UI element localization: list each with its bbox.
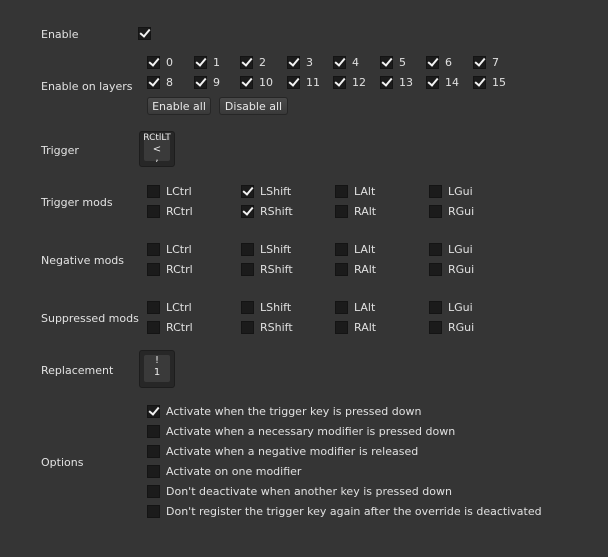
trigger-key-middle-legend: < xyxy=(152,144,162,155)
check-mark-icon xyxy=(241,75,252,87)
option-checkbox-5[interactable] xyxy=(147,485,160,498)
mod-label: RShift xyxy=(260,205,293,218)
mod-label: RGui xyxy=(448,321,475,334)
mod-label: RGui xyxy=(448,263,475,276)
layer-checkbox-10[interactable] xyxy=(240,76,253,89)
layer-checkbox-11[interactable] xyxy=(287,76,300,89)
mod-label: RCtrl xyxy=(166,321,193,334)
check-mark-icon xyxy=(195,55,206,67)
layer-checkbox-5[interactable] xyxy=(380,56,393,69)
mod-label: LShift xyxy=(260,301,292,314)
suppressed-mods-label: Suppressed mods xyxy=(41,312,139,325)
layer-checkbox-12[interactable] xyxy=(333,76,346,89)
negative-mods-checkbox-lgui[interactable] xyxy=(429,243,442,256)
layer-label: 8 xyxy=(166,76,173,89)
layer-checkbox-4[interactable] xyxy=(333,56,346,69)
suppressed-mods-checkbox-rgui[interactable] xyxy=(429,321,442,334)
trigger-mods-checkbox-lshift[interactable] xyxy=(241,185,254,198)
trigger-key-bottom-legend: , xyxy=(155,153,159,164)
enable-all-button[interactable]: Enable all xyxy=(147,97,211,115)
layer-label: 0 xyxy=(166,56,173,69)
layer-label: 13 xyxy=(399,76,413,89)
mod-label: LAlt xyxy=(354,243,376,256)
check-mark-icon xyxy=(195,75,206,87)
trigger-mods-checkbox-rctrl[interactable] xyxy=(147,205,160,218)
layer-checkbox-14[interactable] xyxy=(426,76,439,89)
negative-mods-checkbox-rctrl[interactable] xyxy=(147,263,160,276)
check-mark-icon xyxy=(288,55,299,67)
layer-label: 11 xyxy=(306,76,320,89)
option-label: Activate on one modifier xyxy=(166,465,302,478)
mod-label: RShift xyxy=(260,263,293,276)
mod-label: LCtrl xyxy=(166,185,192,198)
check-mark-icon xyxy=(334,75,345,87)
layer-label: 1 xyxy=(213,56,220,69)
replacement-key-button[interactable] xyxy=(139,350,175,388)
check-mark-icon xyxy=(242,184,253,196)
trigger-key-top-legend: RCtlLT xyxy=(143,133,171,143)
suppressed-mods-checkbox-lalt[interactable] xyxy=(335,301,348,314)
negative-mods-checkbox-rgui[interactable] xyxy=(429,263,442,276)
suppressed-mods-checkbox-rshift[interactable] xyxy=(241,321,254,334)
layer-checkbox-3[interactable] xyxy=(287,56,300,69)
suppressed-mods-checkbox-lgui[interactable] xyxy=(429,301,442,314)
negative-mods-checkbox-ralt[interactable] xyxy=(335,263,348,276)
layer-checkbox-2[interactable] xyxy=(240,56,253,69)
option-checkbox-4[interactable] xyxy=(147,465,160,478)
enable-checkbox[interactable] xyxy=(138,27,151,40)
check-mark-icon xyxy=(148,404,159,416)
layer-label: 3 xyxy=(306,56,313,69)
option-label: Don't register the trigger key again after the override is deactivated xyxy=(166,505,542,518)
trigger-key-button[interactable] xyxy=(139,131,175,167)
trigger-label: Trigger xyxy=(41,144,79,157)
layer-label: 9 xyxy=(213,76,220,89)
check-mark-icon xyxy=(474,75,485,87)
option-label: Activate when the trigger key is pressed down xyxy=(166,405,422,418)
mod-label: LAlt xyxy=(354,301,376,314)
mod-label: LGui xyxy=(448,301,473,314)
negative-mods-checkbox-lalt[interactable] xyxy=(335,243,348,256)
options-label: Options xyxy=(41,456,84,469)
trigger-mods-checkbox-ralt[interactable] xyxy=(335,205,348,218)
mod-label: LCtrl xyxy=(166,301,192,314)
suppressed-mods-checkbox-lctrl[interactable] xyxy=(147,301,160,314)
option-label: Activate when a negative modifier is released xyxy=(166,445,419,458)
trigger-mods-label: Trigger mods xyxy=(41,196,113,209)
mod-label: LGui xyxy=(448,243,473,256)
suppressed-mods-checkbox-lshift[interactable] xyxy=(241,301,254,314)
trigger-mods-checkbox-rgui[interactable] xyxy=(429,205,442,218)
layer-label: 5 xyxy=(399,56,406,69)
layer-checkbox-9[interactable] xyxy=(194,76,207,89)
layer-checkbox-15[interactable] xyxy=(473,76,486,89)
check-mark-icon xyxy=(334,55,345,67)
check-mark-icon xyxy=(474,55,485,67)
mod-label: LCtrl xyxy=(166,243,192,256)
trigger-mods-checkbox-rshift[interactable] xyxy=(241,205,254,218)
mod-label: RShift xyxy=(260,321,293,334)
check-mark-icon xyxy=(427,55,438,67)
layer-label: 6 xyxy=(445,56,452,69)
option-label: Don't deactivate when another key is pressed down xyxy=(166,485,452,498)
mod-label: RCtrl xyxy=(166,263,193,276)
trigger-mods-checkbox-lgui[interactable] xyxy=(429,185,442,198)
check-mark-icon xyxy=(139,26,150,38)
layer-label: 4 xyxy=(352,56,359,69)
check-mark-icon xyxy=(381,75,392,87)
mod-label: RAlt xyxy=(354,205,377,218)
replacement-label: Replacement xyxy=(41,364,114,377)
enable-label: Enable xyxy=(41,28,79,41)
replacement-key-top-legend: ! xyxy=(154,355,159,366)
layer-label: 15 xyxy=(492,76,506,89)
mod-label: LShift xyxy=(260,185,292,198)
option-checkbox-3[interactable] xyxy=(147,445,160,458)
disable-all-button[interactable]: Disable all xyxy=(219,97,288,115)
check-mark-icon xyxy=(148,75,159,87)
option-checkbox-2[interactable] xyxy=(147,425,160,438)
layer-checkbox-6[interactable] xyxy=(426,56,439,69)
check-mark-icon xyxy=(148,55,159,67)
option-label: Activate when a necessary modifier is pressed down xyxy=(166,425,456,438)
suppressed-mods-checkbox-ralt[interactable] xyxy=(335,321,348,334)
check-mark-icon xyxy=(241,55,252,67)
layer-checkbox-8[interactable] xyxy=(147,76,160,89)
layer-label: 14 xyxy=(445,76,459,89)
layer-checkbox-7[interactable] xyxy=(473,56,486,69)
layer-label: 10 xyxy=(259,76,273,89)
negative-mods-checkbox-lctrl[interactable] xyxy=(147,243,160,256)
layer-label: 12 xyxy=(352,76,366,89)
replacement-key-bottom-legend: 1 xyxy=(153,367,161,378)
layer-checkbox-13[interactable] xyxy=(380,76,393,89)
option-checkbox-1[interactable] xyxy=(147,405,160,418)
trigger-mods-checkbox-lctrl[interactable] xyxy=(147,185,160,198)
check-mark-icon xyxy=(288,75,299,87)
check-mark-icon xyxy=(381,55,392,67)
mod-label: LShift xyxy=(260,243,292,256)
mod-label: LAlt xyxy=(354,185,376,198)
mod-label: LGui xyxy=(448,185,473,198)
mod-label: RGui xyxy=(448,205,475,218)
layer-label: 7 xyxy=(492,56,499,69)
layer-checkbox-0[interactable] xyxy=(147,56,160,69)
layer-checkbox-1[interactable] xyxy=(194,56,207,69)
suppressed-mods-checkbox-rctrl[interactable] xyxy=(147,321,160,334)
option-checkbox-6[interactable] xyxy=(147,505,160,518)
check-mark-icon xyxy=(427,75,438,87)
mod-label: RAlt xyxy=(354,321,377,334)
negative-mods-checkbox-lshift[interactable] xyxy=(241,243,254,256)
layer-label: 2 xyxy=(259,56,266,69)
negative-mods-checkbox-rshift[interactable] xyxy=(241,263,254,276)
mod-label: RCtrl xyxy=(166,205,193,218)
enable-on-layers-label: Enable on layers xyxy=(41,80,133,93)
mod-label: RAlt xyxy=(354,263,377,276)
check-mark-icon xyxy=(242,204,253,216)
negative-mods-label: Negative mods xyxy=(41,254,125,267)
trigger-mods-checkbox-lalt[interactable] xyxy=(335,185,348,198)
